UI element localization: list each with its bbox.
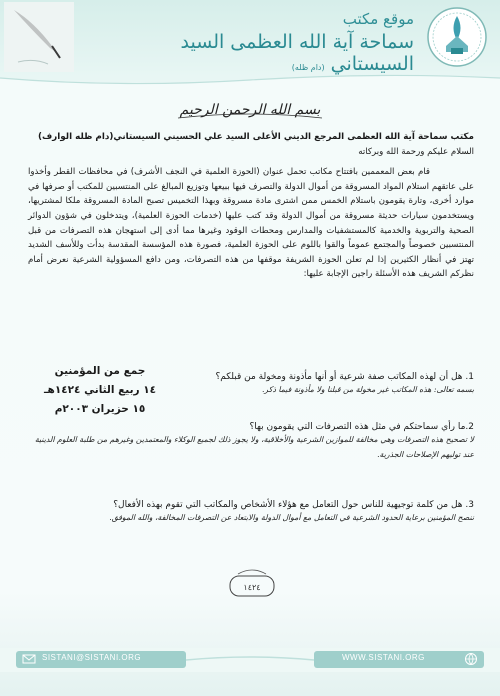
gregorian-date: ١٥ حزيران ٢٠٠٣م <box>54 403 146 415</box>
letter-paragraph: قام بعض المعممين بافتتاح مكاتب تحمل عنوان (الحوزة العلمية في النجف الأشرف) في محافظات القطر وأخذوا على عاتقهم استلام المواد المسروقة من أموال الدولة والتصرف فيها ببيعها وتوزيع المبالغ على المنتسبين للمكتب أو صرفها في موارد أخرى، وتارة يقومون باستلام الخمس ممن اشترى مادة مسروقة وبهذا التخميس تصبح المادة المسروقة ملكا لمشتريها، ويستخدمون سيارات حديثة مسروقة من أموال الدولة وقد كتب عليها (خدمات الحوزة العلمية)، ويتدخلون في شؤون الدوائر الصحية والتربوية والخدمية كالمستشفيات والمدارس ومحطات الوقود وغيرها مما أدى إلى استهجان هذه التصرفات من قبل المنتسبين خصوصاً والمجتمع عموماً والقوا باللوم على الحوزة العلمية، فصورة هذه المؤسسة المقدسة بدأت وللأسف الشديد تهتز في أنظار الكثيرين إذا لم تعلن الحوزة الشريفة موقفها من هذه التصرفات، ومن دافع المسؤولية الشرعية نعرض أمام نظركم الشريف هذه الأسئلة راجين الإجابة عليها: <box>28 167 474 280</box>
question-2-text: 2.ما رأي سماحتكم في مثل هذه التصرفات التي يقومون بها؟ <box>249 422 474 432</box>
basmala-calligraphy <box>170 96 330 122</box>
office-seal-stamp <box>224 566 280 602</box>
question-3 <box>28 494 474 525</box>
question-3-text: 3. هل من كلمة توجيهية للناس حول التعامل مع هؤلاء الأشخاص والمكاتب التي تقوم بهذه الأفعال؟ <box>113 500 474 510</box>
seal-text: ١٤٢٤ <box>243 583 261 592</box>
hijri-date: ١٤ ربيع الثاني ١٤٢٤هـ <box>43 384 157 396</box>
letter-greeting: السلام عليكم ورحمة الله وبركاته <box>358 146 474 157</box>
question-2 <box>28 416 474 462</box>
footer-website-link[interactable]: WWW.SISTANI.ORG <box>342 653 425 662</box>
header-divider <box>0 70 500 94</box>
date-block <box>40 362 160 419</box>
question-3-answer: ننصح المؤمنين برعاية الحدود الشرعية في التعامل مع أموال الدولة والابتعاد عن التصرفات المخالفة، والله الموفق. <box>109 513 474 522</box>
site-title-line2 <box>94 31 414 75</box>
quill-pen-icon <box>4 2 74 72</box>
question-1 <box>158 366 474 397</box>
site-title-line1: موقع مكتب <box>342 10 414 28</box>
question-1-text: 1. هل أن لهذه المكاتب صفة شرعية أو أنها مأذونة ومخولة من قبلكم؟ <box>215 372 474 382</box>
letter-body <box>28 130 474 282</box>
site-title-honorific: (دام ظله) <box>291 63 325 72</box>
globe-icon <box>464 652 478 666</box>
signatory: جمع من المؤمنين <box>54 365 146 377</box>
question-1-answer: بسمه تعالى: هذه المكاتب غير مخولة من قبلنا ولا مأذونة فيما ذكر. <box>261 385 474 394</box>
basmala-text: بسم الله الرحمن الرحيم <box>179 102 321 118</box>
email-icon <box>22 652 36 666</box>
footer-email-link[interactable]: SISTANI@SISTANI.ORG <box>42 653 142 662</box>
office-logo-icon <box>426 6 488 68</box>
site-title-name: سماحة آية الله العظمى السيد السيستاني <box>180 31 414 75</box>
question-2-answer: لا تصحيح هذه التصرفات وهي مخالفة للموازين الشرعية والأخلاقية، ولا يجوز ذلك لجميع الوكلاء والمعتمدين وغيرهم من طلبة العلوم الدينية عند توليهم الإصلاحات الجذرية. <box>34 435 474 459</box>
letter-addressee: مكتب سماحة آية الله العظمى المرجع الديني الأعلى السيد علي الحسيني السيستاني(دام ظله الوارف) <box>37 132 474 142</box>
site-title <box>94 10 414 75</box>
